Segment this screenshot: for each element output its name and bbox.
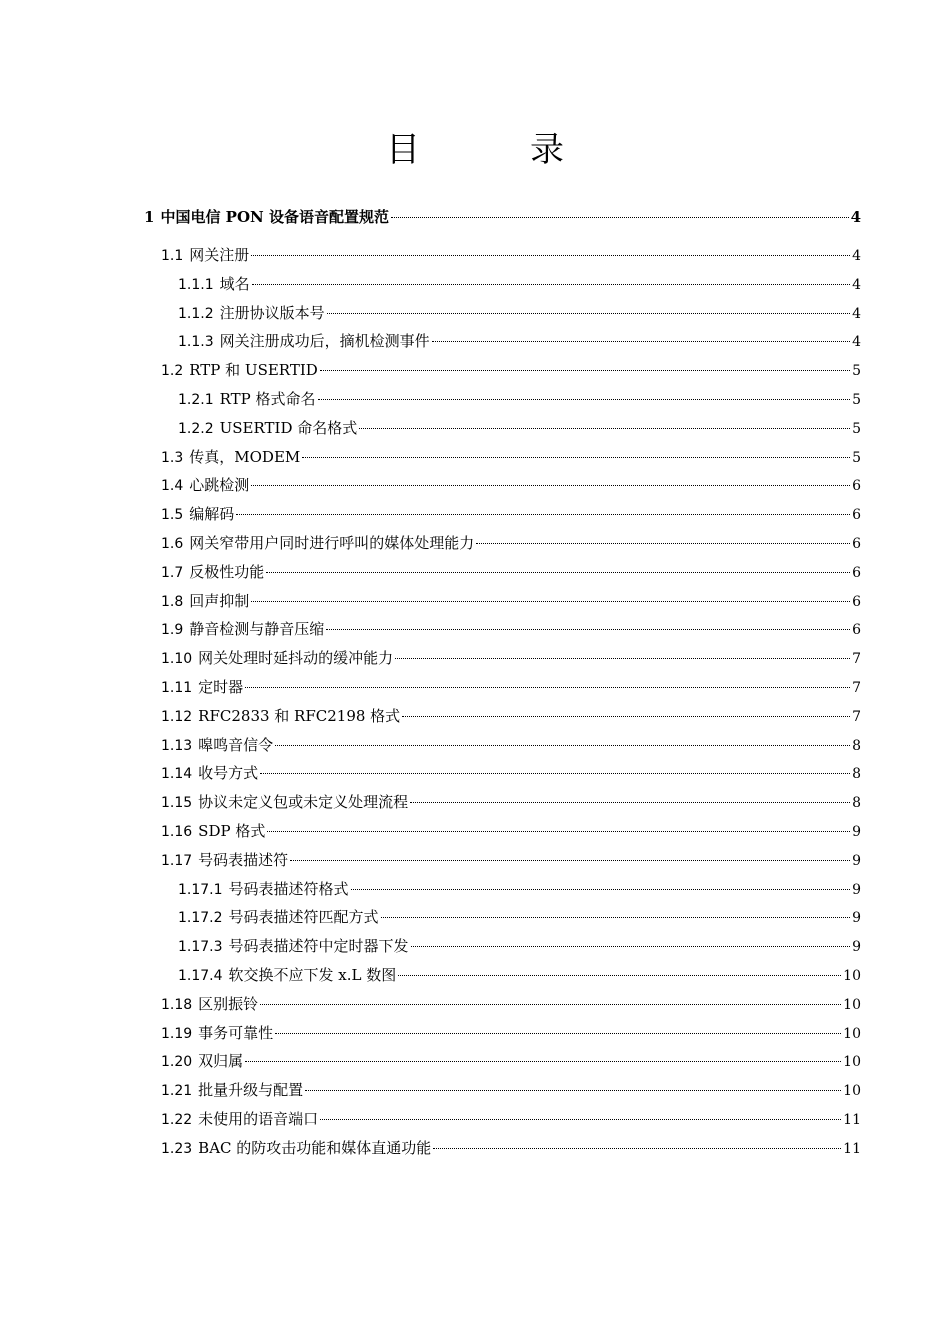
dot-leader bbox=[275, 1033, 841, 1034]
dot-leader bbox=[359, 428, 850, 429]
toc-entry-page-number: 4 bbox=[852, 334, 861, 351]
toc-entry-label bbox=[178, 270, 250, 300]
toc-entry-label bbox=[161, 443, 300, 473]
toc-entry-number: 1.1.3 bbox=[178, 334, 214, 351]
toc-entry[interactable] bbox=[0, 932, 950, 961]
toc-entry-label bbox=[161, 471, 249, 501]
toc-entry-text: 中国电信 PON 设备语音配置规范 bbox=[160, 208, 389, 226]
toc-entry[interactable] bbox=[0, 615, 950, 644]
toc-entry-text: 号码表描述符匹配方式 bbox=[228, 908, 379, 927]
dot-leader bbox=[432, 341, 850, 342]
toc-entry-text: 批量升级与配置 bbox=[198, 1081, 304, 1100]
dot-leader bbox=[395, 658, 850, 659]
toc-entry-number: 1.20 bbox=[161, 1054, 193, 1071]
toc-entry-number: 1 bbox=[144, 208, 155, 226]
toc-entry-number: 1.22 bbox=[161, 1111, 193, 1128]
toc-entry-page-number: 4 bbox=[852, 305, 861, 322]
toc-entry-label bbox=[161, 788, 408, 818]
toc-entry-page-number: 7 bbox=[852, 679, 861, 696]
toc-entry[interactable] bbox=[0, 1019, 950, 1048]
toc-entry-page-number: 10 bbox=[843, 1025, 861, 1042]
toc-entry-page-number: 5 bbox=[852, 420, 861, 437]
toc-entry-page-number: 10 bbox=[843, 996, 861, 1013]
dot-leader bbox=[275, 745, 850, 746]
dot-leader bbox=[236, 514, 850, 515]
toc-entry-text: RTP 和 USERTID bbox=[189, 361, 318, 380]
dot-leader bbox=[351, 889, 851, 890]
toc-entry-number: 1.2.2 bbox=[178, 420, 214, 437]
toc-entry-label bbox=[178, 875, 349, 905]
toc-entry[interactable] bbox=[0, 990, 950, 1019]
toc-entry-label bbox=[161, 500, 234, 530]
toc-entry-text: 收号方式 bbox=[198, 764, 259, 783]
toc-entry-number: 1.3 bbox=[161, 449, 184, 466]
toc-entry[interactable] bbox=[0, 846, 950, 875]
toc-entry-label bbox=[161, 529, 474, 559]
toc-entry-label bbox=[161, 644, 393, 674]
toc-entry-number: 1.17 bbox=[161, 852, 193, 869]
toc-entry-text: 嗥鸣音信令 bbox=[198, 735, 274, 754]
toc-entry-number: 1.1.2 bbox=[178, 305, 214, 322]
toc-entry-number: 1.11 bbox=[161, 679, 193, 696]
toc-entry-page-number: 4 bbox=[850, 208, 861, 226]
toc-entry-number: 1.18 bbox=[161, 996, 193, 1013]
toc-entry-label bbox=[178, 327, 430, 357]
toc-entry-text: 号码表描述符 bbox=[198, 850, 289, 869]
toc-entry-text: 注册协议版本号 bbox=[219, 303, 325, 322]
toc-entry-page-number: 9 bbox=[852, 881, 861, 898]
toc-entry-page-number: 6 bbox=[852, 535, 861, 552]
toc-entry-label bbox=[161, 1105, 318, 1135]
toc-entry-text: 协议未定义包或未定义处理流程 bbox=[198, 793, 409, 812]
toc-entry-page-number: 7 bbox=[852, 708, 861, 725]
toc-entry-label bbox=[161, 990, 258, 1020]
toc-entry-page-number: 9 bbox=[852, 852, 861, 869]
toc-entry-page-number: 9 bbox=[852, 939, 861, 956]
toc-entry-page-number: 8 bbox=[852, 795, 861, 812]
toc-entry-text: 域名 bbox=[219, 274, 250, 293]
toc-entry-page-number: 5 bbox=[852, 449, 861, 466]
toc-entry-page-number: 6 bbox=[852, 478, 861, 495]
dot-leader bbox=[252, 284, 850, 285]
toc-entry-number: 1.17.2 bbox=[178, 910, 223, 927]
dot-leader bbox=[251, 601, 850, 602]
dot-leader bbox=[391, 217, 849, 218]
toc-entry-page-number: 6 bbox=[852, 622, 861, 639]
toc-entry-label bbox=[178, 385, 316, 415]
toc-entry[interactable] bbox=[0, 1134, 950, 1163]
toc-entry-label bbox=[161, 846, 288, 876]
toc-entry[interactable] bbox=[0, 903, 950, 932]
toc-entry-text: 静音检测与静音压缩 bbox=[189, 620, 325, 639]
toc-entry[interactable] bbox=[0, 299, 950, 328]
toc-entry-label bbox=[178, 299, 325, 329]
toc-entry[interactable] bbox=[0, 443, 950, 472]
toc-entry-text: 定时器 bbox=[198, 677, 244, 696]
toc-entry-text: 传真，MODEM bbox=[189, 447, 301, 466]
toc-entry-label bbox=[161, 673, 243, 703]
table-of-contents bbox=[0, 203, 950, 1163]
toc-entry-text: 事务可靠性 bbox=[198, 1023, 274, 1042]
dot-leader bbox=[318, 399, 851, 400]
toc-entry[interactable] bbox=[0, 203, 950, 232]
toc-entry-number: 1.4 bbox=[161, 478, 184, 495]
toc-entry-text: 回声抑制 bbox=[189, 591, 250, 610]
toc-entry-label bbox=[161, 356, 318, 386]
toc-entry[interactable] bbox=[0, 241, 950, 270]
dot-leader bbox=[433, 1148, 841, 1149]
dot-leader bbox=[302, 457, 850, 458]
toc-entry[interactable] bbox=[0, 702, 950, 731]
toc-entry-page-number: 4 bbox=[852, 248, 861, 264]
toc-entry[interactable] bbox=[0, 731, 950, 760]
toc-entry-number: 1.14 bbox=[161, 766, 193, 783]
toc-entry-text: 网关注册 bbox=[189, 246, 250, 264]
toc-entry-number: 1.21 bbox=[161, 1083, 193, 1100]
toc-entry-page-number: 8 bbox=[852, 766, 861, 783]
toc-entry-page-number: 5 bbox=[852, 391, 861, 408]
toc-entry-text: 双归属 bbox=[198, 1052, 244, 1071]
toc-entry-number: 1.17.3 bbox=[178, 939, 223, 956]
dot-leader bbox=[476, 543, 850, 544]
toc-entry[interactable] bbox=[0, 644, 950, 673]
toc-entry-number: 1.6 bbox=[161, 535, 184, 552]
toc-entry[interactable] bbox=[0, 1047, 950, 1076]
dot-leader bbox=[326, 629, 850, 630]
toc-entry-label bbox=[144, 203, 389, 232]
toc-entry-text: 号码表描述符格式 bbox=[228, 879, 349, 898]
dot-leader bbox=[245, 1061, 841, 1062]
toc-entry-page-number: 6 bbox=[852, 507, 861, 524]
toc-entry-number: 1.23 bbox=[161, 1140, 193, 1157]
page-title: 目 录 bbox=[386, 130, 602, 170]
toc-entry-text: 未使用的语音端口 bbox=[198, 1109, 319, 1128]
toc-entry-page-number: 10 bbox=[843, 967, 861, 984]
toc-entry[interactable] bbox=[0, 500, 950, 529]
toc-entry-number: 1.17.1 bbox=[178, 881, 223, 898]
toc-entry-text: USERTID 命名格式 bbox=[219, 418, 358, 437]
toc-entry-number: 1.13 bbox=[161, 737, 193, 754]
dot-leader bbox=[402, 716, 850, 717]
toc-entry[interactable] bbox=[0, 471, 950, 500]
toc-entry-label bbox=[178, 961, 396, 991]
toc-entry-number: 1.9 bbox=[161, 622, 184, 639]
dot-leader bbox=[320, 1119, 841, 1120]
toc-entry-label bbox=[161, 615, 324, 645]
dot-leader bbox=[260, 1004, 841, 1005]
toc-entry-page-number: 4 bbox=[852, 276, 861, 293]
toc-entry-page-number: 7 bbox=[852, 651, 861, 668]
toc-entry-label bbox=[178, 932, 409, 962]
toc-entry-text: RFC2833 和 RFC2198 格式 bbox=[198, 706, 401, 725]
toc-entry-number: 1.12 bbox=[161, 708, 193, 725]
toc-entry-text: 网关处理时延抖动的缓冲能力 bbox=[198, 649, 394, 668]
dot-leader bbox=[327, 313, 850, 314]
toc-entry-label bbox=[161, 759, 258, 789]
toc-entry-text: 编解码 bbox=[189, 505, 235, 524]
dot-leader bbox=[245, 687, 850, 688]
toc-entry-page-number: 10 bbox=[843, 1054, 861, 1071]
toc-entry-text: 区别振铃 bbox=[198, 994, 259, 1013]
toc-entry-page-number: 10 bbox=[843, 1083, 861, 1100]
toc-entry[interactable] bbox=[0, 327, 950, 356]
toc-entry-label bbox=[178, 414, 357, 444]
toc-entry-label bbox=[161, 702, 400, 732]
toc-entry-label bbox=[161, 241, 249, 271]
toc-entry-number: 1.2 bbox=[161, 363, 184, 380]
toc-entry[interactable] bbox=[0, 587, 950, 616]
toc-entry-label bbox=[161, 1047, 243, 1077]
toc-entry[interactable] bbox=[0, 1076, 950, 1105]
toc-entry[interactable] bbox=[0, 961, 950, 990]
dot-leader bbox=[260, 773, 850, 774]
dot-leader bbox=[398, 975, 841, 976]
toc-entry-number: 1.2.1 bbox=[178, 391, 214, 408]
toc-entry-label bbox=[161, 817, 265, 847]
toc-entry-label bbox=[161, 1076, 303, 1106]
toc-entry[interactable] bbox=[0, 875, 950, 904]
dot-leader bbox=[320, 370, 850, 371]
toc-entry[interactable] bbox=[0, 558, 950, 587]
toc-entry-number: 1.1.1 bbox=[178, 276, 214, 293]
toc-entry-text: 网关窄带用户同时进行呼叫的媒体处理能力 bbox=[189, 533, 475, 552]
toc-entry-label bbox=[161, 731, 273, 761]
toc-entry[interactable] bbox=[0, 759, 950, 788]
toc-entry-page-number: 6 bbox=[852, 593, 861, 610]
toc-entry-text: 号码表描述符中定时器下发 bbox=[228, 937, 409, 956]
toc-entry[interactable] bbox=[0, 414, 950, 443]
toc-entry-label bbox=[161, 1019, 273, 1049]
dot-leader bbox=[267, 831, 850, 832]
dot-leader bbox=[410, 802, 850, 803]
toc-entry-label bbox=[178, 903, 379, 933]
toc-entry-number: 1.1 bbox=[161, 248, 184, 264]
toc-entry-label bbox=[161, 1134, 431, 1164]
toc-entry-page-number: 11 bbox=[843, 1140, 861, 1157]
toc-entry-number: 1.10 bbox=[161, 651, 193, 668]
toc-entry-page-number: 9 bbox=[852, 823, 861, 840]
toc-entry-page-number: 5 bbox=[852, 363, 861, 380]
dot-leader bbox=[290, 860, 850, 861]
toc-entry[interactable] bbox=[0, 529, 950, 558]
toc-entry[interactable] bbox=[0, 356, 950, 385]
toc-entry-text: BAC 的防攻击功能和媒体直通功能 bbox=[198, 1138, 432, 1157]
dot-leader bbox=[251, 255, 850, 256]
dot-leader bbox=[251, 485, 850, 486]
dot-leader bbox=[266, 572, 850, 573]
toc-entry[interactable] bbox=[0, 1105, 950, 1134]
toc-entry-number: 1.17.4 bbox=[178, 967, 223, 984]
toc-entry[interactable] bbox=[0, 817, 950, 846]
toc-entry-text: RTP 格式命名 bbox=[219, 389, 316, 408]
toc-entry-text: 软交换不应下发 x.L 数图 bbox=[228, 965, 397, 984]
toc-entry[interactable] bbox=[0, 270, 950, 299]
toc-entry-label bbox=[161, 587, 249, 617]
toc-entry-text: 心跳检测 bbox=[189, 476, 250, 495]
dot-leader bbox=[411, 946, 851, 947]
toc-entry[interactable] bbox=[0, 788, 950, 817]
toc-entry-number: 1.5 bbox=[161, 507, 184, 524]
toc-entry-text: SDP 格式 bbox=[198, 821, 266, 840]
toc-entry-page-number: 9 bbox=[852, 910, 861, 927]
toc-entry-number: 1.16 bbox=[161, 823, 193, 840]
toc-entry-number: 1.19 bbox=[161, 1025, 193, 1042]
toc-entry-text: 反极性功能 bbox=[189, 562, 265, 581]
toc-entry-page-number: 8 bbox=[852, 737, 861, 754]
toc-entry-number: 1.8 bbox=[161, 593, 184, 610]
toc-entry-page-number: 11 bbox=[843, 1111, 861, 1128]
dot-leader bbox=[381, 917, 851, 918]
toc-entry-page-number: 6 bbox=[852, 564, 861, 581]
toc-entry-text: 网关注册成功后，摘机检测事件 bbox=[219, 332, 430, 351]
toc-entry-number: 1.15 bbox=[161, 795, 193, 812]
toc-entry[interactable] bbox=[0, 673, 950, 702]
dot-leader bbox=[305, 1090, 841, 1091]
toc-entry-number: 1.7 bbox=[161, 564, 184, 581]
toc-entry-label bbox=[161, 558, 264, 588]
toc-entry[interactable] bbox=[0, 385, 950, 414]
